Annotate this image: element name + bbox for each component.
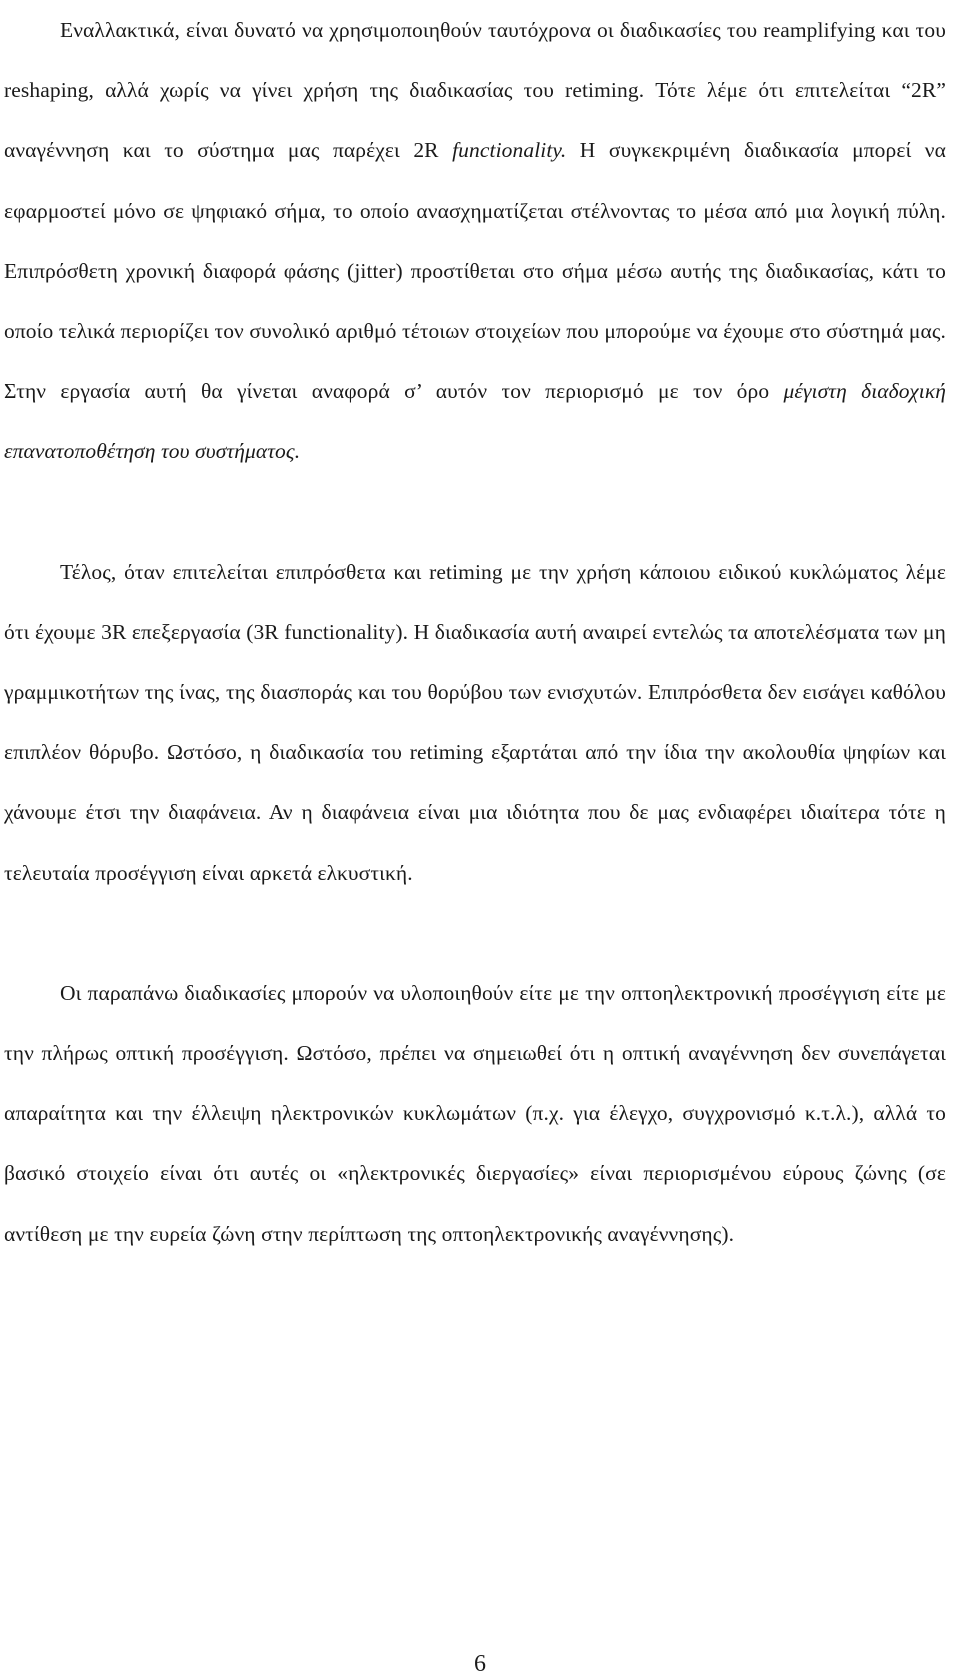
paragraph-implementation: Οι παραπάνω διαδικασίες μπορούν να υλοποιηθούν είτε με την οπτοηλεκτρονική προσέγγιση είτε με την πλήρως οπτική προσέγγιση. Ωστόσο, πρέπει να σημειωθεί ότι η οπτική αναγέννηση δεν συνεπάγεται απαραίτητα και την έλλειψη ηλεκτρονικών κυκλωμάτων (π.χ. για έλεγχο, συγχρονισμό κ.τ.λ.), αλλά το βασικό στοιχείο είναι ότι αυτές οι «ηλεκτρονικές διεργασίες» είναι περιορισμένου εύρους ζώνης (σε αντίθεση με την ευρεία ζώνη στην περίπτωση της οπτοηλεκτρονικής αναγέννησης). (4, 980, 946, 1246)
italic-term-max-sequential: μέγιστη διαδοχική επανατοποθέτηση του συστήματος. (4, 379, 947, 464)
italic-term-functionality: functionality. (452, 138, 567, 163)
document-page (4, 0, 946, 1264)
paragraph-text: Εναλλακτικά, είναι δυνατό να χρησιμοποιηθούν ταυτόχρονα οι διαδικασίες του reamplifying και του reshaping, αλλά χωρίς να γίνει χρήση της διαδικασίας του retiming. Τότε λέμε ότι επιτελείται “2R” αναγέννηση και το σύστημα μας παρέχει 2R (4, 18, 946, 163)
page-number: 6 (474, 1651, 486, 1677)
paragraph-text: Η συγκεκριμένη διαδικασία μπορεί να εφαρμοστεί μόνο σε ψηφιακό σήμα, το οποίο ανασχηματίζεται στέλνοντας το μέσα από μια λογική πύλη. Επιπρόσθετη χρονική διαφορά φάσης (jitter) προστίθεται στο σήμα μέσω αυτής της διαδικασίας, κάτι το οποίο τελικά περιορίζει τον συνολικό αριθμό τέτοιων στοιχείων που μπορούμε να έχουμε στο σύστημά μας. Στην εργασία αυτή θα γίνεται αναφορά σ’ αυτόν τον περιορισμό με τον όρο (4, 138, 946, 404)
paragraph-2r-regeneration (4, 0, 946, 482)
paragraph-3r-regeneration: Τέλος, όταν επιτελείται επιπρόσθετα και retiming με την χρήση κάποιου ειδικού κυκλώματος λέμε ότι έχουμε 3R επεξεργασία (3R functionality). Η διαδικασία αυτή αναιρεί εντελώς τα αποτελέσματα των μη γραμμικοτήτων της ίνας, της διασποράς και του θορύβου των ενισχυτών. Επιπρόσθετα δεν εισάγει καθόλου επιπλέον θόρυβο. Ωστόσο, η διαδικασία του retiming εξαρτάται από την ίδια την ακολουθία ψηφίων και χάνουμε έτσι την διαφάνεια. Αν η διαφάνεια είναι μια ιδιότητα που δε μας ενδιαφέρει ιδιαίτερα τότε η τελευταία προσέγγιση είναι αρκετά ελκυστική. (4, 559, 946, 885)
